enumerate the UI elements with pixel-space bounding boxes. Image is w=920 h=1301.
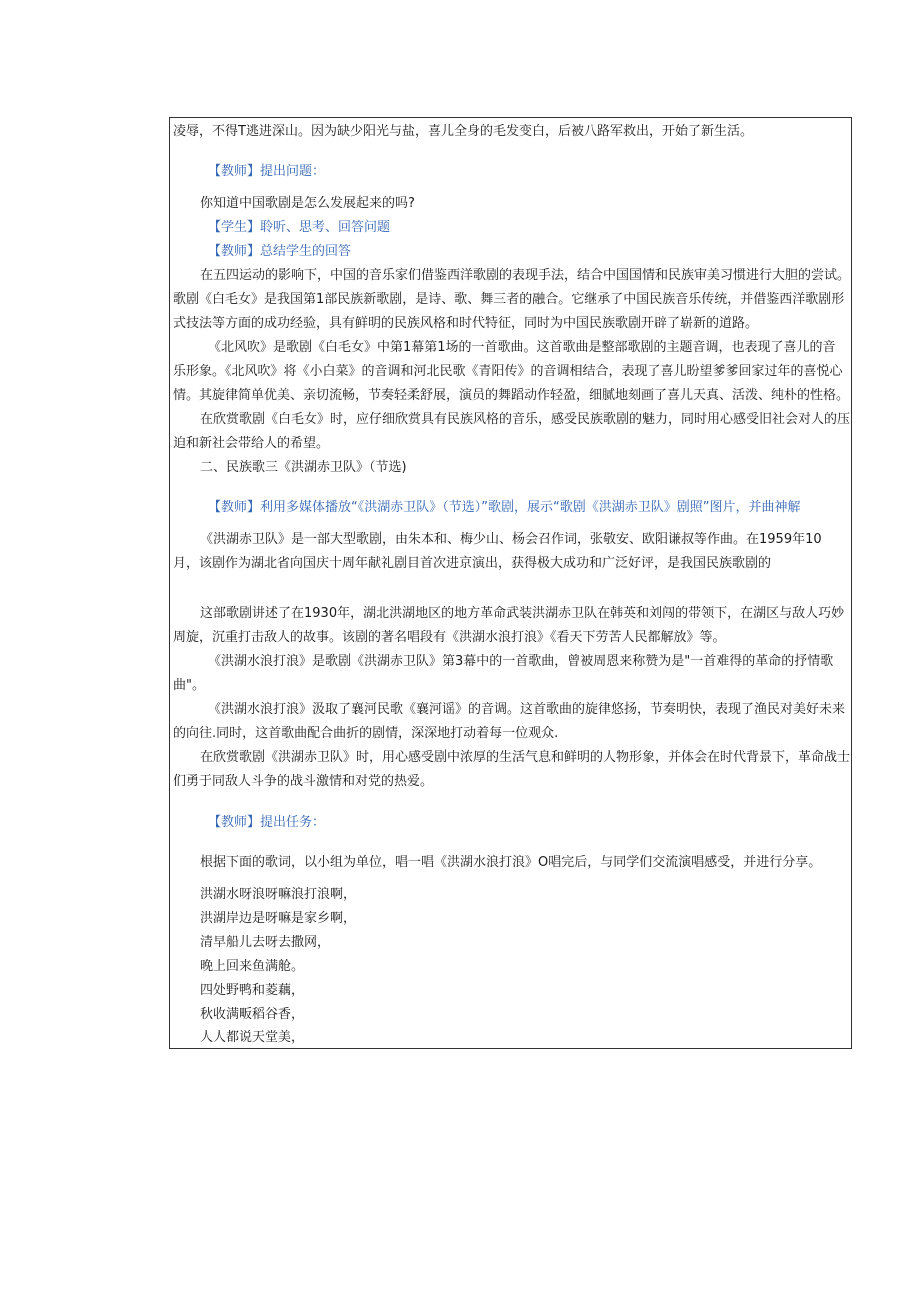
paragraph-line: 情。其旋律简单优美、亲切流畅，节奏轻柔舒展，演员的舞蹈动作轻盈，细腻地刻画了喜儿天真、活泼、纯朴的性格。 bbox=[173, 388, 850, 403]
section-heading: 二、民族歌三《洪湖赤卫队》（节选) bbox=[200, 460, 407, 475]
lesson-plan-table-cell bbox=[169, 117, 852, 1049]
lyric-line: 洪湖水呀浪呀嘛浪打浪啊， bbox=[200, 887, 357, 902]
paragraph-line: 周旋，沉重打击敌人的故事。该剧的著名唱段有《洪湖水浪打浪》《看天下劳苦人民都解放》等。 bbox=[173, 630, 726, 645]
student-activity-heading: 【学生】聆听、思考、回答问题 bbox=[208, 220, 391, 235]
question-text: 你知道中国歌剧是怎么发展起来的吗? bbox=[200, 196, 415, 211]
lyric-line: 清早船儿去呀去撒网， bbox=[200, 935, 331, 950]
lyric-line: 秋收满畈稻谷香， bbox=[200, 1007, 305, 1022]
paragraph-line: 月，该剧作为湖北省向国庆十周年献礼剧目首次进京演出，获得极大成功和广泛好评，是我国民族歌剧的 bbox=[173, 556, 772, 571]
teacher-task-heading: 【教师】提出任务： bbox=[208, 815, 326, 830]
lyric-line: 晚上回来鱼满舱。 bbox=[200, 959, 305, 974]
paragraph-line: 曲"。 bbox=[173, 678, 205, 693]
teacher-multimedia-heading: 【教师】利用多媒体播放“《洪湖赤卫队》（节选）”歌剧，展示“歌剧《洪湖赤卫队》剧照”图片，并曲神解 bbox=[208, 500, 801, 515]
paragraph-line: 歌剧《白毛女》是我国第1部民族新歌剧，是诗、歌、舞三者的融合。它继承了中国民族音乐传统，并借鉴西洋歌剧形 bbox=[173, 292, 845, 307]
teacher-question-heading: 【教师】提出问题： bbox=[208, 164, 326, 179]
paragraph-line: 在欣赏歌剧《白毛女》时，应仔细欣赏具有民族风格的音乐，感受民族歌剧的魅力，同时用心感受旧社会对人的压 bbox=[200, 412, 851, 427]
paragraph-line: 《洪湖赤卫队》是一部大型歌剧，由朱本和、梅少山、杨会召作词，张敬安、欧阳谦叔等作曲。在1959年10 bbox=[200, 532, 822, 547]
lyric-line: 洪湖岸边是呀嘛是家乡啊， bbox=[200, 911, 357, 926]
lyric-line: 四处野鸭和菱藕， bbox=[200, 983, 305, 998]
paragraph-line: 式技法等方面的成功经验，具有鲜明的民族风格和时代特征，同时为中国民族歌剧开辟了崭新的道路。 bbox=[173, 316, 759, 331]
teacher-summary-heading: 【教师】总结学生的回答 bbox=[208, 244, 352, 259]
paragraph-line: 们勇于同敌人斗争的战斗激情和对党的热爱。 bbox=[173, 774, 434, 789]
paragraph-line: 《洪湖水浪打浪》是歌剧《洪湖赤卫队》第3幕中的一首歌曲，曾被周恩来称赞为是"一首难得的革命的抒情歌 bbox=[208, 654, 834, 669]
paragraph-line: 这部歌剧讲述了在1930年，湖北洪湖地区的地方革命武装洪湖赤卫队在韩英和刘闯的带领下，在湖区与敌人巧妙 bbox=[200, 606, 845, 621]
lyric-line: 人人都说天堂美， bbox=[200, 1030, 305, 1045]
paragraph-line: 凌辱，不得T逃进深山。因为缺少阳光与盐，喜儿全身的毛发变白，后被八路军救出，开始了新生活。 bbox=[173, 124, 753, 139]
paragraph-line: 的向往.同时，这首歌曲配合曲折的剧情，深深地打动着每一位观众. bbox=[173, 726, 559, 741]
paragraph-line: 在五四运动的影响下，中国的音乐家们借鉴西洋歌剧的表现手法，结合中国国情和民族审美习惯进行大胆的尝试。 bbox=[200, 268, 851, 283]
paragraph-line: 乐形象。《北风吹》将《小白菜》的音调和河北民歌《青阳传》的音调相结合，表现了喜儿盼望爹爹回家过年的喜悦心 bbox=[173, 364, 843, 379]
paragraph-line: 在欣赏歌剧《洪湖赤卫队》时，用心感受剧中浓厚的生活气息和鲜明的人物形象，并体会在时代背景下，革命战士 bbox=[200, 750, 851, 765]
paragraph-line: 《北风吹》是歌剧《白毛女》中第1幕第1场的一首歌曲。这首歌曲是整部歌剧的主题音调，也表现了喜儿的音 bbox=[208, 340, 836, 355]
paragraph-line: 迫和新社会带给人的希望。 bbox=[173, 436, 330, 451]
paragraph-line: 《洪湖水浪打浪》汲取了襄河民歌《襄河谣》的音调。这首歌曲的旋律悠扬，节奏明快，表现了渔民对美好未来 bbox=[208, 702, 846, 717]
task-text: 根据下面的歌词，以小组为单位，唱一唱《洪湖水浪打浪》O唱完后，与同学们交流演唱感受，并进行分享。 bbox=[200, 855, 822, 870]
